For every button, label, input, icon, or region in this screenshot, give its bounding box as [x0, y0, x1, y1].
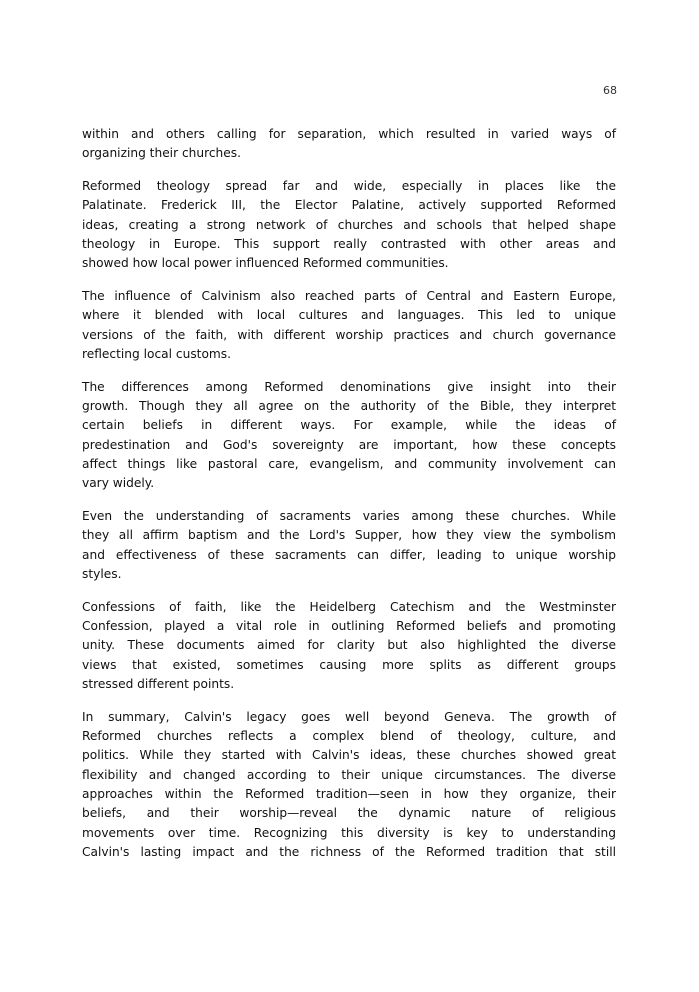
page-number: 68	[603, 84, 617, 97]
text-line: certain beliefs in different ways. For example, while the ideas of	[82, 418, 616, 433]
text-line: growth. Though they all agree on the authority of the Bible, they interpret	[82, 399, 616, 414]
text-line: Reformed churches reflects a complex blend of theology, culture, and	[82, 729, 616, 744]
text-line: Even the understanding of sacraments varies among these churches. While	[82, 509, 616, 524]
text-line: versions of the faith, with different worship practices and church governance	[82, 327, 616, 342]
paragraph	[82, 598, 616, 694]
text-line: predestination and God's sovereignty are important, how these concepts	[82, 437, 616, 452]
text-line: views that existed, sometimes causing more splits as different groups	[82, 657, 616, 672]
text-line: vary widely.	[82, 476, 155, 491]
paragraph	[82, 708, 616, 862]
text-line: movements over time. Recognizing this diversity is key to understanding	[82, 825, 616, 840]
text-line: they all affirm baptism and the Lord's Supper, how they view the symbolism	[82, 528, 616, 543]
text-line: Confession, played a vital role in outlining Reformed beliefs and promoting	[82, 619, 616, 634]
text-line: flexibility and changed according to their unique circumstances. The diverse	[82, 767, 616, 782]
text-line: beliefs, and their worship—reveal the dynamic nature of religious	[82, 806, 616, 821]
text-line: Confessions of faith, like the Heidelberg Catechism and the Westminster	[82, 599, 616, 614]
text-line: The influence of Calvinism also reached parts of Central and Eastern Europe,	[82, 289, 616, 304]
text-line: In summary, Calvin's legacy goes well beyond Geneva. The growth of	[82, 709, 616, 724]
text-line: The differences among Reformed denominations give insight into their	[82, 379, 616, 394]
body-text	[82, 125, 616, 876]
text-line: approaches within the Reformed tradition—seen in how they organize, their	[82, 786, 616, 801]
text-line: ideas, creating a strong network of churches and schools that helped shape	[82, 217, 616, 232]
text-line: and effectiveness of these sacraments can differ, leading to unique worship	[82, 547, 616, 562]
paragraph	[82, 125, 616, 164]
text-line: reflecting local customs.	[82, 346, 231, 361]
paragraph	[82, 507, 616, 584]
paragraph	[82, 287, 616, 364]
text-line: showed how local power influenced Reformed communities.	[82, 256, 449, 271]
text-line: stressed different points.	[82, 676, 235, 691]
text-line: Palatinate. Frederick III, the Elector Palatine, actively supported Reformed	[82, 198, 616, 213]
text-line: affect things like pastoral care, evangelism, and community involvement can	[82, 456, 616, 471]
text-line: theology in Europe. This support really contrasted with other areas and	[82, 236, 616, 251]
text-line: within and others calling for separation, which resulted in varied ways of	[82, 127, 616, 141]
text-line: politics. While they started with Calvin's ideas, these churches showed great	[82, 748, 616, 763]
text-line: Reformed theology spread far and wide, especially in places like the	[82, 179, 616, 194]
paragraph	[82, 177, 616, 273]
paragraph	[82, 378, 616, 494]
text-line: Calvin's lasting impact and the richness of the Reformed tradition that still	[82, 844, 616, 859]
text-line: organizing their churches.	[82, 146, 241, 161]
text-line: unity. These documents aimed for clarity but also highlighted the diverse	[82, 638, 616, 653]
text-line: where it blended with local cultures and languages. This led to unique	[82, 308, 616, 323]
text-line: styles.	[82, 566, 122, 581]
